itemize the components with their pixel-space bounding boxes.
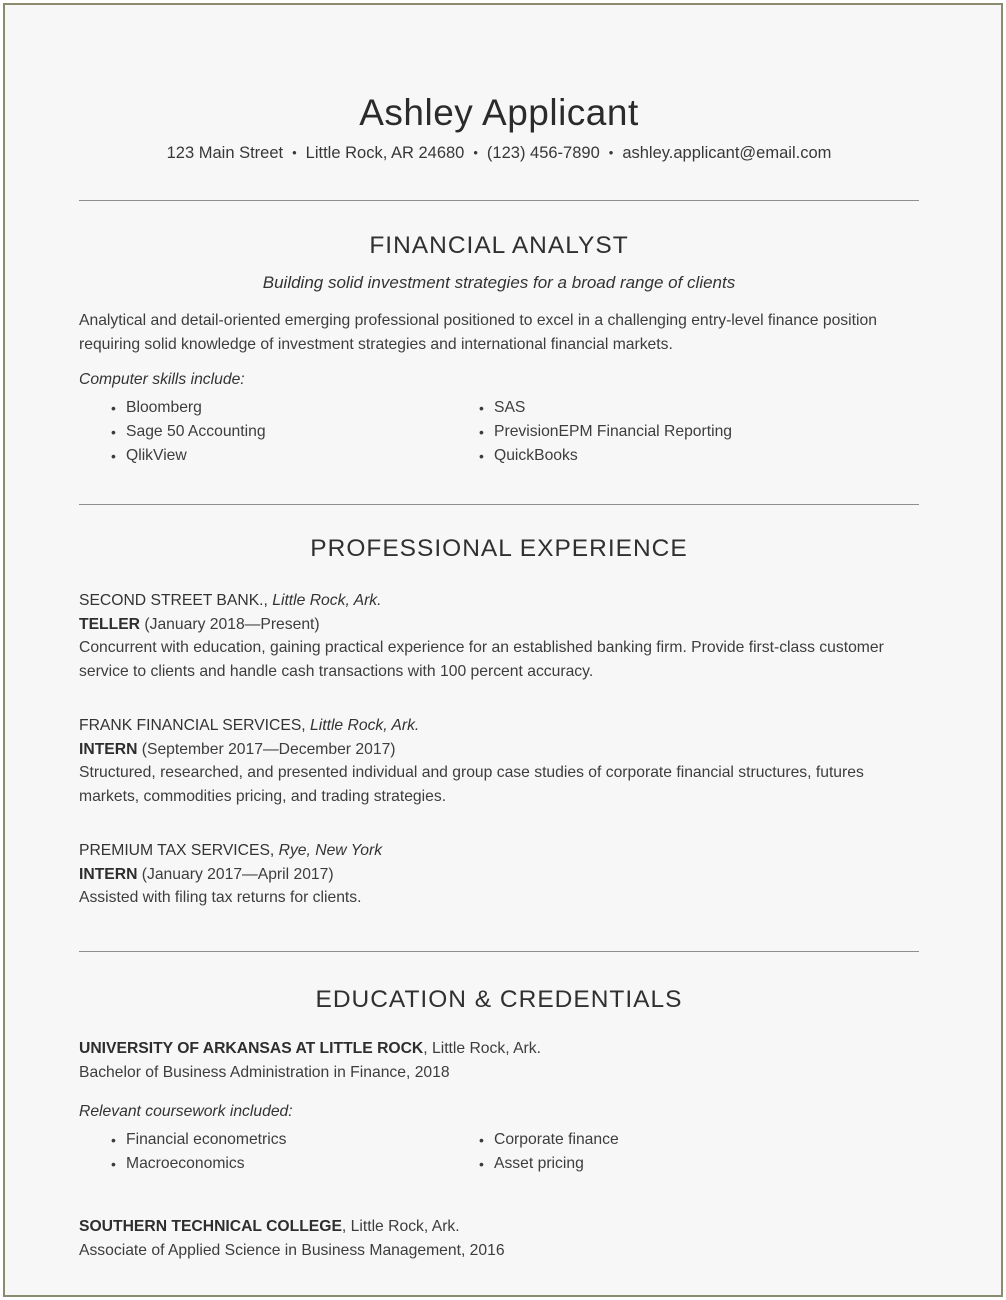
skill-item: • Bloomberg xyxy=(111,396,479,420)
contact-phone: (123) 456-7890 xyxy=(486,144,600,162)
school-entry xyxy=(79,1215,919,1263)
job-location: Little Rock, Ark. xyxy=(310,717,420,734)
school-name: SOUTHERN TECHNICAL COLLEGE xyxy=(79,1217,342,1235)
computer-skills-label: Computer skills include: xyxy=(79,371,245,388)
job-company-line xyxy=(79,839,919,863)
job-company-line xyxy=(79,589,919,613)
school-degree: Bachelor of Business Administration in Finance, 2018 xyxy=(79,1063,450,1081)
contact-separator: • xyxy=(608,145,614,160)
contact-city: Little Rock, AR 24680 xyxy=(305,144,465,162)
school-entry xyxy=(79,1037,919,1085)
section-divider xyxy=(79,504,919,505)
job-title-line xyxy=(79,738,919,762)
skills-column-right xyxy=(479,396,779,468)
job-description: Concurrent with education, gaining practical experience for an established banking firm. Provide first-class customer service to clients and handle cash transactions with 100 percent accuracy. xyxy=(79,639,884,680)
section-divider xyxy=(79,951,919,952)
profile-summary: Analytical and detail-oriented emerging professional positioned to excel in a challenging entry-level finance position requiring solid knowledge of investment strategies and international financial markets. xyxy=(79,312,877,353)
job-location: Little Rock, Ark. xyxy=(272,592,382,609)
skill-item: • QuickBooks xyxy=(479,444,779,468)
job-entry xyxy=(79,589,919,683)
contact-address: 123 Main Street xyxy=(166,144,284,162)
page-border-frame xyxy=(3,3,1003,1297)
job-description: Assisted with filing tax returns for clients. xyxy=(79,889,362,906)
job-title: INTERN xyxy=(79,865,138,883)
section-divider xyxy=(79,200,919,201)
coursework-item: • Financial econometrics xyxy=(111,1128,479,1152)
contact-separator: • xyxy=(473,145,478,160)
job-dates: (January 2018—Present) xyxy=(144,615,320,633)
job-company-line xyxy=(79,714,919,738)
job-title-line xyxy=(79,863,919,887)
section-heading-experience: PROFESSIONAL EXPERIENCE xyxy=(310,535,688,562)
school-location: , Little Rock, Ark. xyxy=(423,1039,541,1057)
skill-item: • Sage 50 Accounting xyxy=(111,420,479,444)
job-company: FRANK FINANCIAL SERVICES, xyxy=(79,717,306,734)
coursework-item: • Asset pricing xyxy=(479,1152,779,1176)
coursework-columns xyxy=(79,1128,919,1176)
section-heading-education: EDUCATION & CREDENTIALS xyxy=(315,985,683,1013)
skill-item: • SAS xyxy=(479,396,779,420)
job-title: TELLER xyxy=(79,615,141,633)
school-name: UNIVERSITY OF ARKANSAS AT LITTLE ROCK xyxy=(79,1039,424,1057)
job-entry xyxy=(79,839,919,910)
school-degree: Associate of Applied Science in Business Management, 2016 xyxy=(79,1241,505,1259)
job-dates: (January 2017—April 2017) xyxy=(141,865,334,883)
school-name-line xyxy=(79,1037,919,1061)
job-location: Rye, New York xyxy=(278,842,383,859)
coursework-item: • Macroeconomics xyxy=(111,1152,479,1176)
school-location: , Little Rock, Ark. xyxy=(341,1217,460,1235)
job-title: INTERN xyxy=(79,740,138,758)
contact-separator: • xyxy=(292,145,297,160)
job-dates: (September 2017—December 2017) xyxy=(141,740,396,758)
job-company: SECOND STREET BANK., xyxy=(79,592,268,609)
job-description: Structured, researched, and presented individual and group case studies of corporate financial structures, futures markets, commodities pricing, and trading strategies. xyxy=(79,764,864,805)
school-name-line xyxy=(79,1215,919,1239)
coursework-item: • Corporate finance xyxy=(479,1128,779,1152)
coursework-column-left xyxy=(111,1128,479,1176)
job-entry xyxy=(79,714,919,808)
job-company: PREMIUM TAX SERVICES, xyxy=(79,842,275,859)
coursework-column-right xyxy=(479,1128,779,1176)
profile-tagline: Building solid investment strategies for a broad range of clients xyxy=(262,273,736,292)
section-heading-financial-analyst: FINANCIAL ANALYST xyxy=(369,232,629,259)
skills-columns xyxy=(79,396,919,468)
job-title-line xyxy=(79,613,919,637)
contact-line xyxy=(79,144,919,163)
skill-item: • PrevisionEPM Financial Reporting xyxy=(479,420,779,444)
resume-content xyxy=(79,91,919,1263)
skill-item: • QlikView xyxy=(111,444,479,468)
skills-column-left xyxy=(111,396,479,468)
coursework-label: Relevant coursework included: xyxy=(79,1102,293,1120)
contact-email: ashley.applicant@email.com xyxy=(622,144,832,162)
applicant-name: Ashley Applicant xyxy=(359,92,639,133)
